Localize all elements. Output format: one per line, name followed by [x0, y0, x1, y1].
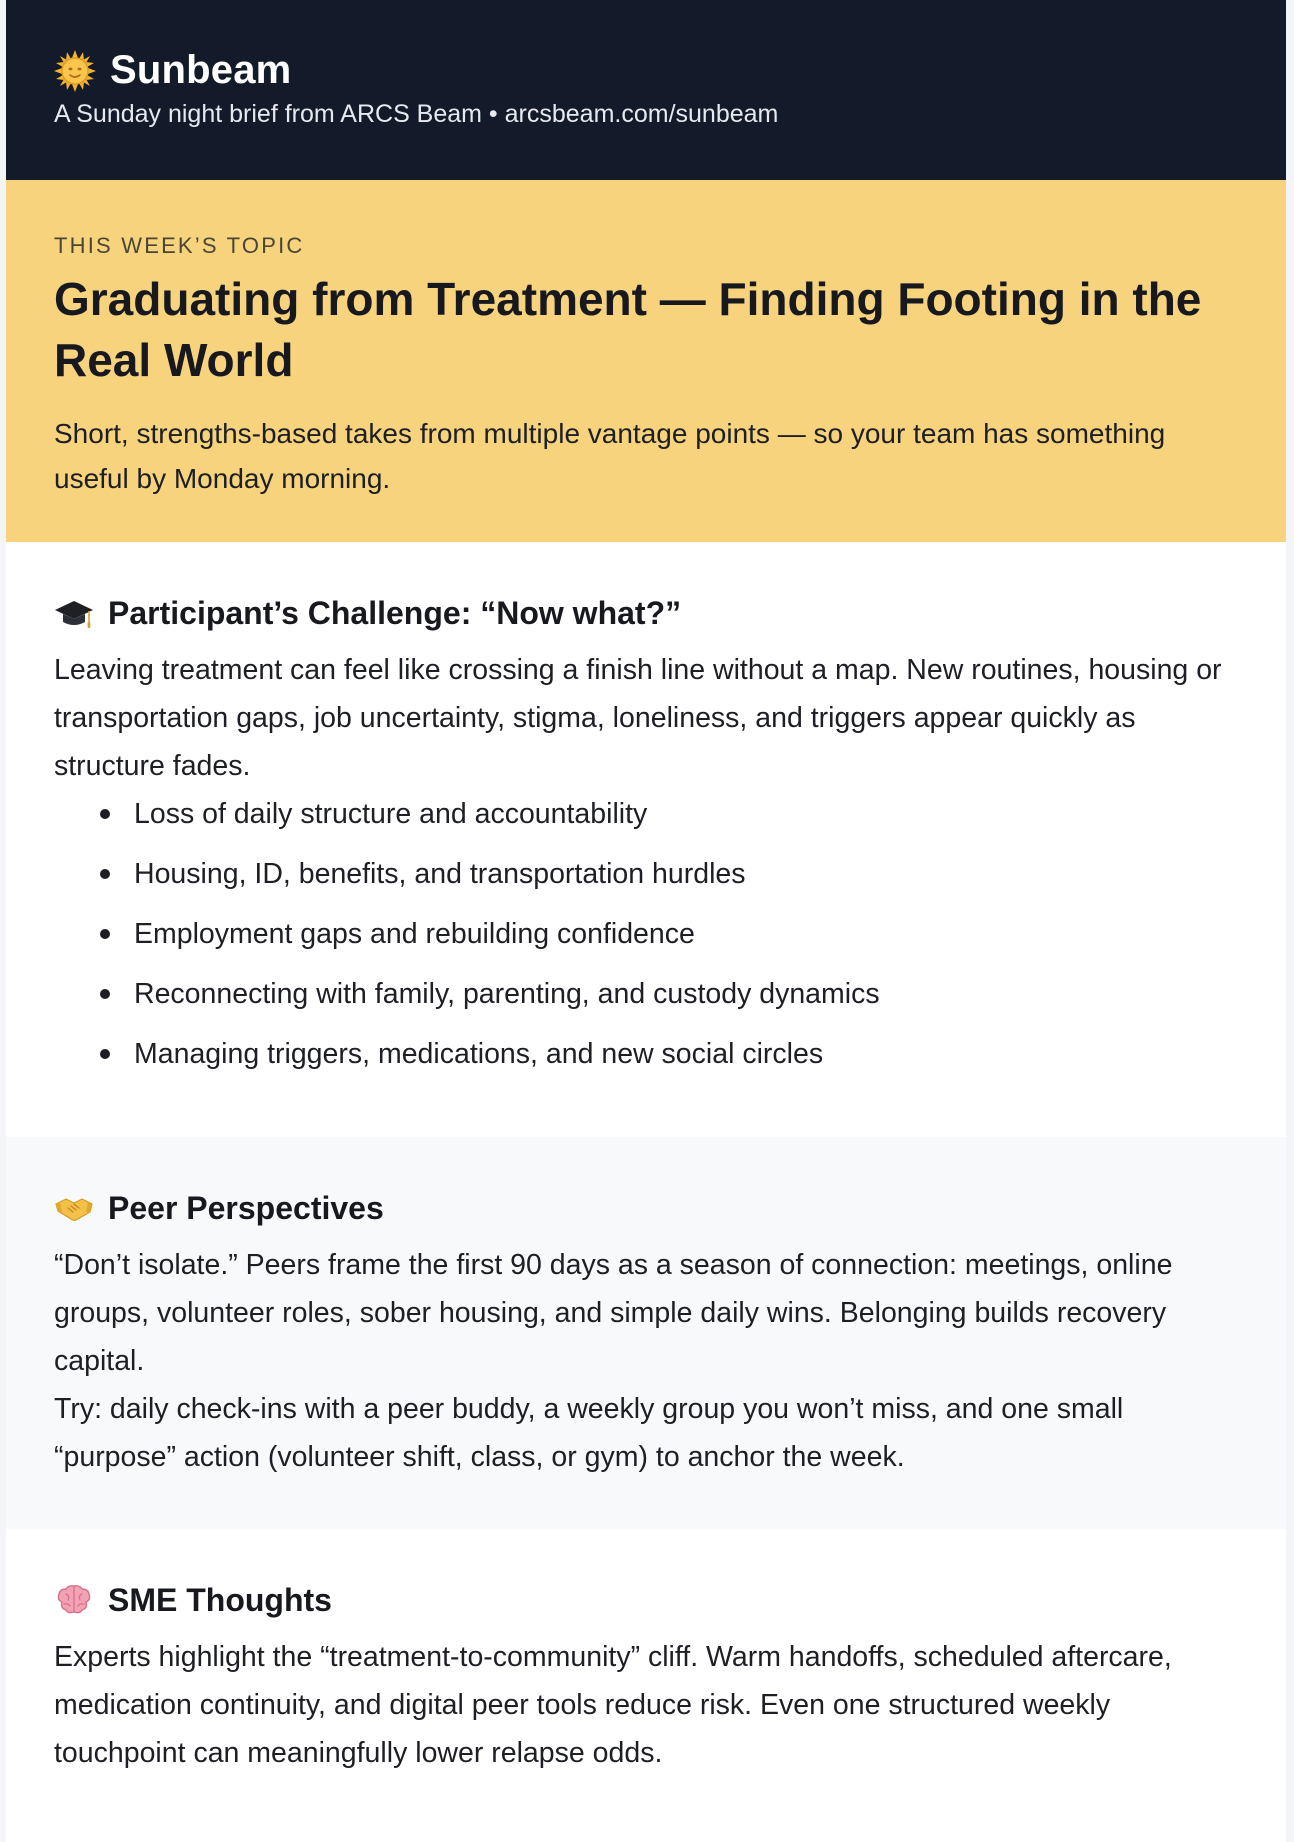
list-item-text: Reconnecting with family, parenting, and custody dynamics	[134, 978, 880, 1010]
list-item-text: Loss of daily structure and accountability	[134, 798, 648, 830]
paragraph: Experts highlight the “treatment-to-community” cliff. Warm handoffs, scheduled aftercare, medication continuity, and digital peer tools reduce risk. Even one structured weekly touchpoint can meaningfully lower relapse odds.	[54, 1641, 1172, 1769]
section-body	[54, 646, 1238, 790]
list-item-text: Managing triggers, medications, and new social circles	[134, 1038, 824, 1070]
list-item	[100, 790, 1238, 850]
bullet-dot	[100, 1049, 110, 1059]
topic-kicker: THIS WEEK’S TOPIC	[54, 233, 305, 258]
list-item-text: Employment gaps and rebuilding confidence	[134, 918, 695, 950]
list-item	[100, 970, 1238, 1030]
bullet-dot	[100, 929, 110, 939]
list-item-text: Housing, ID, benefits, and transportation hurdles	[134, 858, 746, 890]
handshake-icon	[54, 1188, 94, 1228]
topic-banner	[6, 180, 1286, 542]
section-title: Participant’s Challenge: “Now what?”	[108, 594, 682, 631]
section-peer-perspectives	[6, 1137, 1286, 1529]
topic-dek: Short, strengths-based takes from multiple vantage points — so your team has something useful by Monday morning.	[54, 418, 1166, 494]
challenge-list	[54, 790, 1238, 1090]
paragraph: Try: daily check-ins with a peer buddy, a weekly group you won’t miss, and one small “purpose” action (volunteer shift, class, or gym) to anchor the week.	[54, 1393, 1124, 1473]
list-item	[100, 910, 1238, 970]
list-item	[100, 850, 1238, 910]
section-header	[54, 590, 1238, 636]
bullet-dot	[100, 809, 110, 819]
section-header	[54, 1577, 1238, 1623]
list-item	[100, 1030, 1238, 1090]
paragraph: “Don’t isolate.” Peers frame the first 90 days as a season of connection: meetings, online groups, volunteer roles, sober housing, and simple daily wins. Belonging builds recovery capital.	[54, 1249, 1173, 1377]
brain-icon	[54, 1580, 94, 1620]
paragraph: Leaving treatment can feel like crossing a finish line without a map. New routines, housing or transportation gaps, job uncertainty, stigma, loneliness, and triggers appear quickly as structure fades.	[54, 654, 1222, 782]
bullet-dot	[100, 869, 110, 879]
brand-row	[54, 48, 291, 93]
newsletter-page	[6, 0, 1286, 1842]
section-body	[54, 1241, 1238, 1481]
brand-subtitle: A Sunday night brief from ARCS Beam • arcsbeam.com/sunbeam	[54, 100, 779, 128]
newsletter-header	[6, 0, 1286, 180]
section-participant-challenge	[6, 542, 1286, 1137]
topic-title: Graduating from Treatment — Finding Footing in the Real World	[54, 273, 1202, 386]
brand-title: Sunbeam	[110, 48, 292, 92]
section-title: SME Thoughts	[108, 1581, 332, 1618]
section-body	[54, 1633, 1238, 1777]
section-header	[54, 1185, 1238, 1231]
section-sme-thoughts	[6, 1529, 1286, 1842]
bullet-dot	[100, 989, 110, 999]
sun-face-icon	[54, 50, 96, 92]
graduation-cap-icon	[54, 593, 94, 633]
section-title: Peer Perspectives	[108, 1189, 384, 1226]
